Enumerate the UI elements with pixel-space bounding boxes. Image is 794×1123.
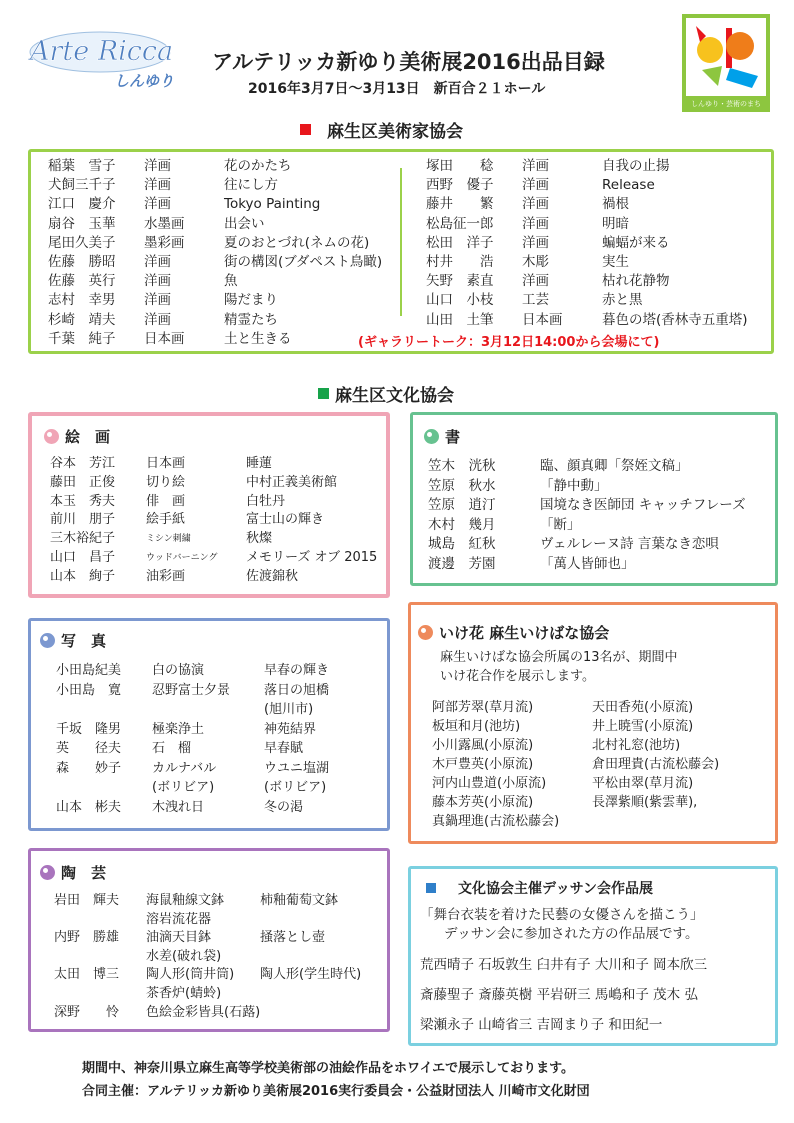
member-1: 板垣和月(池坊) (432, 719, 521, 734)
member-2: 天田香苑(小原流) (592, 700, 694, 715)
work-title: 暮色の塔(香林寺五重塔) (602, 311, 748, 328)
artist-name: 笠原 秋水 (428, 477, 496, 494)
work-title-2: 早春賦 (264, 741, 304, 756)
badge-caption: しんゆり・芸術のまち (691, 100, 761, 108)
work-title: メモリーズ オブ 2015 (246, 550, 378, 565)
work-title-1: 木洩れ日 (152, 799, 205, 815)
member-1: 木戸豊英(小原流) (432, 757, 534, 772)
work-title: 往にし方 (224, 177, 278, 194)
circle-bullet-icon (40, 865, 55, 880)
dessin-names-2: 斎藤聖子 斎藤英樹 平岩研三 馬嶋和子 茂木 弘 (420, 987, 698, 1003)
member-1: 藤本芳英(小原流) (432, 795, 534, 810)
artist-name: 英 径夫 (56, 741, 122, 756)
work-title: 「断」 (540, 516, 581, 533)
artist-name: 江口 慶介 (48, 196, 116, 213)
artist-name: 藤田 正俊 (50, 474, 116, 490)
work-title-1: 油滴天目鉢 (146, 930, 212, 946)
artists-assoc-heading: 麻生区美術家協会 (300, 117, 463, 142)
artist-name: 佐藤 勝昭 (48, 254, 116, 270)
work-title-2: 神苑結界 (264, 721, 317, 737)
work-title: 実生 (602, 254, 629, 270)
member-1: 小川露風(小原流) (432, 738, 534, 753)
artist-name: 矢野 素直 (426, 273, 494, 290)
artist-name: 太田 博三 (54, 967, 120, 983)
work-title: 枯れ花静物 (602, 273, 670, 290)
work-title-1: カルナバル (152, 760, 217, 776)
dessin-heading: 文化協会主催デッサン会作品展 (426, 878, 653, 898)
artist-name: 笠木 洸秋 (428, 458, 496, 474)
work-title-1: 溶岩流花器 (146, 911, 212, 927)
work-title: 禍根 (602, 196, 629, 213)
artist-name: 千葉 純子 (48, 330, 116, 347)
work-title: 臨、顔真卿「祭姪文稿」 (540, 458, 689, 474)
work-title-1: 極楽浄土 (152, 721, 205, 737)
artist-name: 藤井 繁 (426, 196, 494, 213)
member-2: 井上暁雪(小原流) (592, 719, 694, 734)
member-2: 平松由翠(草月流) (592, 776, 694, 791)
work-title-1: 陶人形(筒井筒) (146, 967, 235, 983)
artist-name: 山本 絢子 (50, 568, 116, 584)
artist-name: 村井 浩 (426, 254, 494, 270)
work-title: 自我の止揚 (602, 158, 670, 174)
medium: 洋画 (522, 196, 549, 213)
ikebana-intro-2: いけ花合作を展示します。 (440, 669, 595, 684)
member-2: 長澤紫順(紫雲華), (592, 795, 698, 810)
footer-note: 期間中、神奈川県立麻生高等学校美術部の油絵作品をホワイエで展示しております。 (82, 1061, 575, 1076)
circle-bullet-icon (44, 429, 59, 444)
calligraphy-heading: 書 (424, 426, 460, 447)
medium: 洋画 (522, 158, 549, 174)
work-title-1: 石 榴 (152, 741, 192, 756)
artist-name: 扇谷 玉華 (48, 215, 116, 232)
medium: 日本画 (522, 311, 563, 328)
medium: 墨彩画 (144, 234, 185, 251)
medium: 日本画 (146, 456, 186, 471)
artist-name: 山田 土筆 (426, 311, 494, 328)
medium: 洋画 (144, 158, 171, 174)
medium: 油彩画 (146, 568, 186, 584)
page-title: アルテリッカ新ゆり美術展2016出品目録 (212, 50, 605, 74)
work-title: Tokyo Painting (224, 196, 321, 213)
work-title-1: 忍野富士夕景 (152, 682, 231, 698)
medium: 洋画 (144, 311, 171, 328)
dessin-names-1: 荒西晴子 石坂敦生 臼井有子 大川和子 岡本欣三 (420, 957, 708, 973)
work-title: 中村正義美術館 (246, 474, 338, 490)
circle-bullet-icon (424, 429, 439, 444)
artist-name: 杉崎 靖夫 (48, 311, 116, 328)
artist-name: 犬飼三千子 (48, 177, 116, 194)
work-title-2: 掻落とし壺 (260, 930, 326, 946)
column-divider (400, 168, 402, 316)
work-title-2: 早春の輝き (264, 663, 330, 678)
work-title: 赤と黒 (602, 292, 643, 309)
work-title-2: 冬の渇 (264, 799, 304, 815)
red-square-icon (300, 124, 311, 135)
ceramics-heading: 陶 芸 (40, 862, 106, 883)
dessin-intro-1: 「舞台衣装を着けた民藝の女優さんを描こう」 (420, 907, 704, 923)
artist-name: 城島 紅秋 (428, 536, 496, 552)
work-title: 土と生きる (224, 330, 292, 347)
circle-bullet-icon (40, 633, 55, 648)
artist-name: 千坂 隆男 (56, 721, 122, 737)
medium: 工芸 (522, 292, 549, 309)
medium: 洋画 (144, 292, 171, 309)
artist-name: 三木裕紀子 (50, 531, 116, 547)
artist-name: 小田島紀美 (56, 663, 122, 678)
work-title: ヴェルレーヌ詩 言葉なき恋唄 (540, 536, 719, 552)
work-title: 出会い (224, 215, 265, 232)
medium: 切り絵 (146, 474, 186, 490)
member-1: 阿部芳翠(草月流) (432, 700, 534, 715)
logo-text-sub: しんゆり (114, 72, 175, 90)
work-title: 蝙蝠が来る (602, 234, 670, 251)
medium: 洋画 (144, 196, 171, 213)
arte-ricca-logo (22, 28, 182, 102)
work-title: 「萬人皆師也」 (540, 555, 635, 572)
work-title: 佐渡錦秋 (246, 568, 299, 584)
artist-name: 稲葉 雪子 (48, 158, 116, 174)
work-title: 街の構図(ブダペスト鳥瞰) (224, 254, 383, 270)
work-title: 国境なき医師団 キャッチフレーズ (540, 497, 746, 513)
medium: 俳 画 (146, 493, 186, 509)
member-1: 河内山豊道(小原流) (432, 776, 547, 791)
art-town-badge-graphic (682, 14, 770, 112)
medium: 洋画 (522, 273, 549, 290)
artist-name: 深野 怜 (54, 1004, 120, 1020)
work-title: 花のかたち (224, 158, 292, 174)
artist-name: 谷本 芳江 (50, 456, 116, 471)
footer-organizers: 合同主催：アルテリッカ新ゆり美術展2016実行委員会・公益財団法人 川崎市文化財団 (82, 1084, 590, 1099)
ikebana-intro-1: 麻生いけばな協会所属の13名が、期間中 (440, 650, 678, 665)
artist-name: 前川 朋子 (50, 512, 116, 528)
work-title-2: 柿釉葡萄文鉢 (260, 893, 339, 908)
artist-name: 内野 勝雄 (54, 930, 120, 946)
artist-name: 松島征一郎 (426, 215, 494, 232)
work-title: Release (602, 177, 655, 194)
artist-name: 塚田 稔 (426, 158, 494, 174)
artist-name: 志村 幸男 (48, 292, 116, 309)
artist-name: 佐藤 英行 (48, 273, 116, 290)
medium: 洋画 (522, 177, 549, 194)
painting-heading: 絵 画 (44, 426, 110, 447)
blue-square-icon (426, 883, 436, 893)
artist-name: 尾田久美子 (48, 234, 116, 251)
work-title-2: 落日の旭橋 (264, 682, 330, 698)
medium: 水墨画 (144, 215, 185, 232)
medium: 洋画 (522, 234, 549, 251)
work-title-1: 白の協演 (152, 663, 205, 678)
artist-name: 松田 洋子 (426, 234, 494, 251)
artist-name: 渡邊 芳園 (428, 555, 496, 572)
work-title: 睡蓮 (246, 456, 273, 471)
artist-name: 山口 小枝 (426, 292, 494, 309)
work-title-2: 陶人形(学生時代) (260, 967, 362, 983)
work-title-1: 海鼠釉線文鉢 (146, 893, 225, 908)
member-1: 真鍋理進(古流松藤会) (432, 814, 560, 829)
artist-name: 岩田 輝夫 (54, 893, 120, 908)
artist-name: 西野 優子 (426, 177, 494, 194)
member-2: 北村礼窓(池坊) (592, 738, 681, 753)
medium: 日本画 (144, 330, 185, 347)
work-title-1: 水差(破れ袋) (146, 948, 222, 964)
page-subtitle: 2016年3月7日～3月13日 新百合２１ホール (248, 81, 546, 97)
work-title: 「静中動」 (540, 477, 608, 494)
gallery-talk-note: (ギャラリートーク：3月12日14:00から会場にて) (358, 335, 660, 350)
medium: 洋画 (144, 273, 171, 290)
work-title: 明暗 (602, 215, 629, 232)
work-title: 富士山の輝き (246, 512, 325, 528)
artist-name: 森 妙子 (56, 760, 122, 776)
logo-text-main: Arte Ricca (30, 36, 174, 67)
green-square-icon (318, 388, 329, 399)
artist-name: 本玉 秀夫 (50, 493, 116, 509)
work-title-2: (旭川市) (264, 702, 314, 717)
artist-name: 小田島 寛 (56, 682, 122, 698)
work-title-2: (ボリビア) (264, 780, 327, 795)
artist-name: 山口 昌子 (50, 550, 116, 565)
work-title-2: ウユニ塩湖 (264, 760, 330, 776)
medium: ミシン刺繍 (146, 534, 191, 545)
work-title: 夏のおとづれ(ネムの花) (224, 234, 370, 251)
work-title: 白牡丹 (246, 493, 286, 509)
photo-heading: 写 真 (40, 630, 106, 651)
work-title-1: (ボリビア) (152, 780, 215, 795)
medium: 洋画 (144, 254, 171, 270)
artist-name: 木村 幾月 (428, 516, 496, 533)
work-title: 魚 (224, 273, 238, 290)
medium: 洋画 (144, 177, 171, 194)
work-title-1: 色絵金彩皆具(石蕗) (146, 1004, 261, 1020)
dessin-names-3: 梁瀬永子 山崎省三 吉岡まり子 和田紀一 (420, 1017, 663, 1033)
artist-name: 山本 彬夫 (56, 799, 122, 815)
dessin-intro-2: デッサン会に参加された方の作品展です。 (444, 926, 699, 942)
work-title: 秋燦 (246, 531, 273, 547)
ikebana-heading: いけ花 麻生いけばな協会 (418, 622, 609, 643)
member-2: 倉田理貴(古流松藤会) (592, 757, 720, 772)
art-town-badge (682, 14, 770, 112)
work-title: 陽だまり (224, 292, 278, 309)
work-title: 精霊たち (224, 311, 278, 328)
medium: ウッドバーニング (146, 553, 218, 563)
circle-bullet-icon (418, 625, 433, 640)
culture-assoc-heading: 麻生区文化協会 (318, 381, 454, 406)
work-title-1: 茶香炉(蜻蛉) (146, 986, 222, 1001)
artist-name: 笠原 逍汀 (428, 497, 496, 513)
medium: 絵手紙 (146, 512, 186, 528)
medium: 洋画 (522, 215, 549, 232)
medium: 木彫 (522, 254, 549, 270)
